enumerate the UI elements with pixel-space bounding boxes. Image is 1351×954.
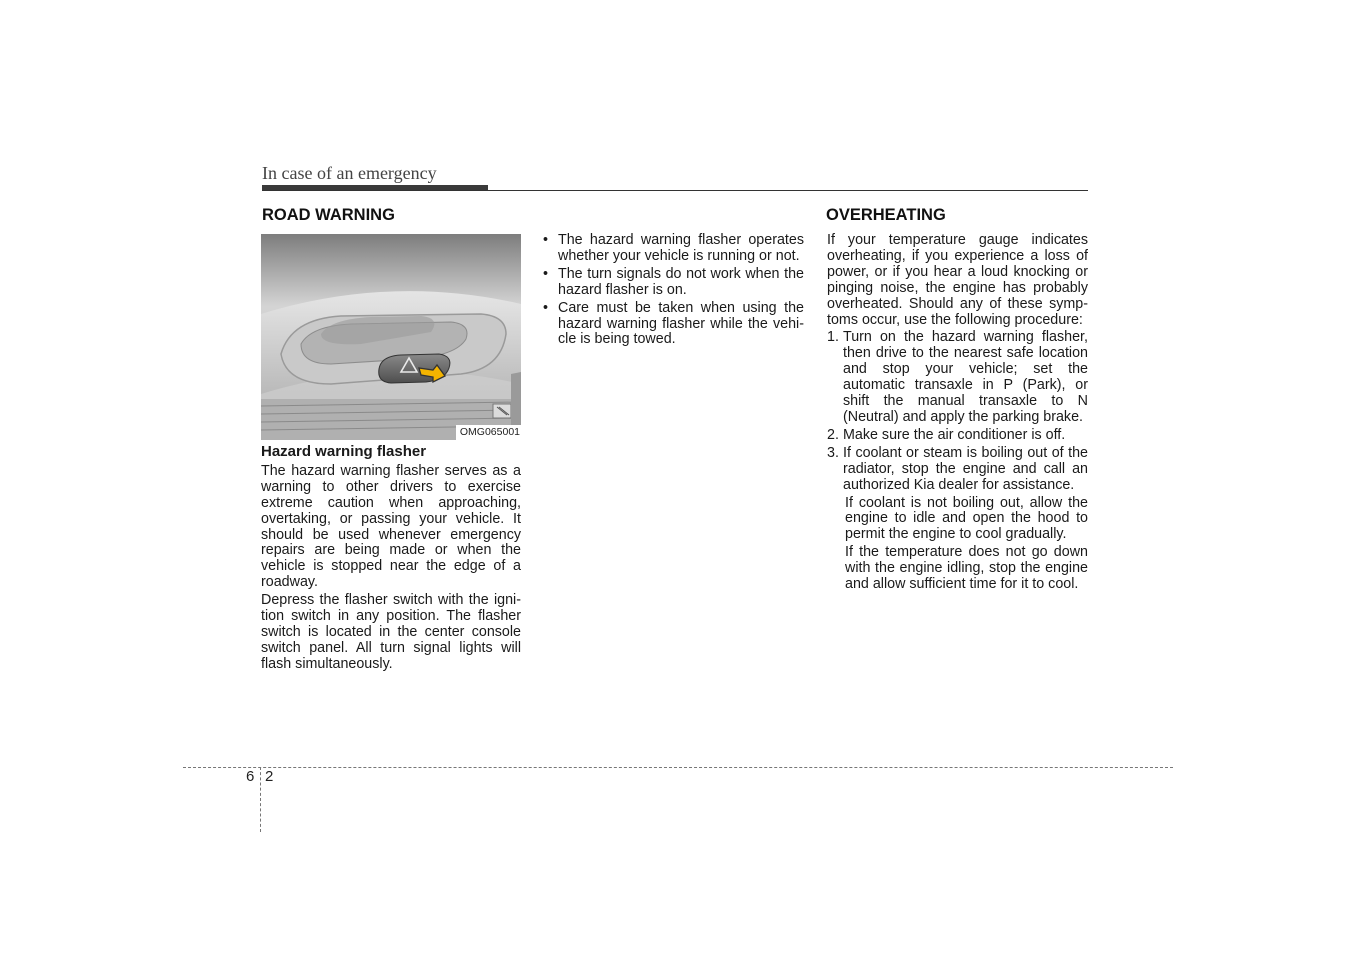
page-number: 2 bbox=[265, 768, 274, 785]
bullet-mark: • bbox=[543, 265, 549, 282]
footer-divider bbox=[260, 767, 261, 832]
list-item: • The turn signals do not work when the hazard flasher is on. bbox=[543, 265, 804, 298]
list-item: • The hazard warning flasher operates whether your vehicle is running or not. bbox=[543, 232, 804, 264]
hazard-notes-list bbox=[541, 233, 804, 348]
hazard-flasher-paragraph-1: The hazard warning flasher serves as a warning to other drivers to exercise extreme caution when approaching, overtaking, or passing your vehicle. It should be used whenever emergency repairs are being made or when the vehicle is stopped near the edge of a roadway. bbox=[261, 462, 521, 591]
hazard-flasher-subheading: Hazard warning flasher bbox=[261, 443, 427, 460]
list-item: 2. Make sure the air conditioner is off. bbox=[827, 426, 1066, 443]
bullet-mark: • bbox=[543, 299, 549, 316]
road-warning-heading: ROAD WARNING bbox=[262, 206, 395, 224]
hazard-switch-illustration bbox=[261, 234, 521, 440]
overheating-steps bbox=[827, 330, 1088, 493]
hazard-flasher-paragraph-2: Depress the flasher switch with the ignition switch in any position. The flasher switch is located in the center console switch panel. All turn signal lights will flash simultaneously. bbox=[261, 592, 521, 672]
overheating-text bbox=[827, 233, 1088, 595]
overheating-heading: OVERHEATING bbox=[826, 206, 946, 224]
header-rule bbox=[262, 190, 1088, 191]
bullet-mark: • bbox=[543, 232, 549, 248]
overheating-note-1: If coolant is not boiling out, allow the engine to idle and open the hood to permit the engine to cool gradually. bbox=[845, 494, 1088, 543]
chapter-number: 6 bbox=[246, 768, 255, 785]
list-item: • Care must be taken when using the hazard warning flasher while the vehicle is being towed. bbox=[543, 299, 804, 348]
chapter-title: In case of an emergency bbox=[262, 163, 437, 183]
hazard-notes-column bbox=[541, 233, 804, 350]
overheating-note-2: If the temperature does not go down with the engine idling, stop the engine and allow sufficient time for it to cool. bbox=[845, 544, 1088, 593]
list-item: 3. If coolant or steam is boiling out of the radiator, stop the engine and call an authorized Kia dealer for assistance. bbox=[827, 444, 1088, 493]
list-item: 1. Turn on the hazard warning flasher, then drive to the nearest safe location and stop your vehicle; set the automatic transaxle in P (Park), or shift the manual transaxle to N (Neutral) and apply the parking brake. bbox=[827, 329, 1088, 425]
hazard-switch-figure bbox=[261, 234, 521, 440]
footer-rule bbox=[183, 767, 1173, 768]
road-warning-text bbox=[261, 444, 521, 675]
overheating-intro: If your temperature gauge indicates overheating, if you experience a loss of power, or if you hear a loud knocking or pinging noise, the engine has probably overheated. Should any of these symptoms occur, use the following procedure: bbox=[827, 232, 1088, 328]
figure-code: OMG065001 bbox=[456, 425, 521, 440]
